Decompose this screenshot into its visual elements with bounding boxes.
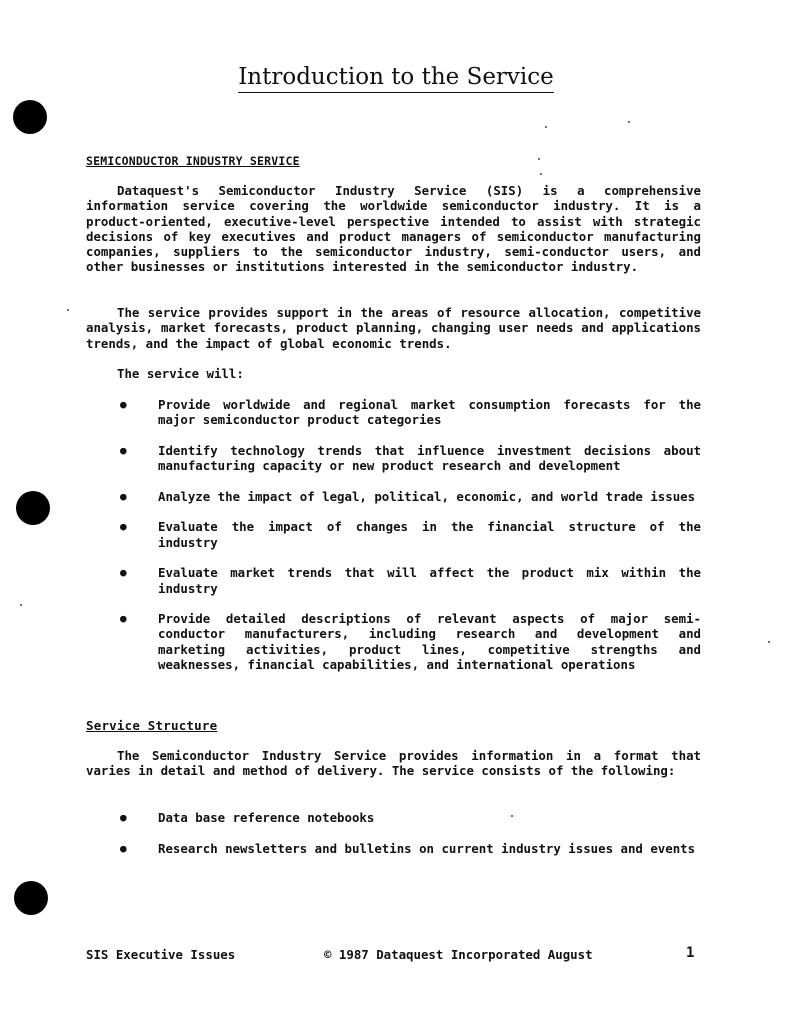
binder-hole-bottom — [14, 881, 48, 915]
list-item-text: Data base reference notebooks — [158, 810, 375, 825]
scan-speck — [628, 121, 630, 123]
list-item — [86, 443, 701, 474]
scan-speck — [20, 604, 22, 606]
list-item — [86, 810, 701, 825]
bullet-icon: ● — [120, 811, 127, 824]
bullet-icon: ● — [120, 489, 127, 503]
list-item — [86, 565, 701, 596]
footer-copyright: © 1987 Dataquest Incorporated August — [324, 947, 593, 962]
section-heading-sis: SEMICONDUCTOR INDUSTRY SERVICE — [86, 154, 300, 168]
scan-speck — [540, 173, 542, 175]
list-item — [86, 841, 701, 856]
binder-hole-top — [13, 100, 47, 134]
bullet-icon: ● — [120, 398, 127, 411]
list-item — [86, 519, 701, 550]
list-item-text: Analyze the impact of legal, political, economic, and world trade issues — [158, 488, 696, 504]
binder-hole-middle — [16, 491, 50, 525]
paragraph-service-structure: The Semiconductor Industry Service provides information in a format that varies in detail and method of delivery. The service consists of the following: — [86, 748, 701, 779]
list-item-text: Provide worldwide and regional market consumption forecasts for the major semiconductor product categories — [158, 397, 701, 428]
section-heading-service-structure: Service Structure — [86, 718, 218, 733]
paragraph-sis-overview: Dataquest's Semiconductor Industry Service (SIS) is a comprehensive information service covering the worldwide semiconductor industry. It is a product-oriented, executive-level perspective intended to assist with strategic decisions of key executives and product managers of semiconductor manufacturing companies, suppliers to the semiconductor industry, semi-conductor users, and other businesses or institutions interested in the semiconductor industry. — [86, 183, 701, 275]
bullet-icon: ● — [120, 520, 127, 534]
scan-speck — [545, 126, 547, 128]
bullet-icon: ● — [120, 566, 127, 580]
bullet-icon: ● — [120, 612, 127, 626]
footer-publication: SIS Executive Issues — [86, 947, 236, 962]
list-item — [86, 397, 701, 428]
bullet-icon: ● — [120, 841, 127, 855]
page-title-text: Introduction to the Service — [238, 64, 554, 93]
page-number: 1 — [686, 945, 695, 961]
paragraph-service-support: The service provides support in the areas of resource allocation, competitive analysis, market forecasts, product planning, changing user needs and applications trends, and the impact of global economic trends. — [86, 305, 701, 351]
list-item-text: Identify technology trends that influence investment decisions about manufacturing capacity or new product research and development — [158, 442, 701, 474]
scan-speck — [768, 641, 770, 643]
list-item-text: Evaluate the impact of changes in the financial structure of the industry — [158, 519, 701, 550]
list-item — [86, 611, 701, 672]
list-item — [86, 489, 701, 504]
list-item-text: Provide detailed descriptions of relevant aspects of major semi-conductor manufacturers, including research and development and marketing activities, product lines, competitive strengths and weaknesses, financial capabilities, and international operations — [158, 611, 701, 673]
service-will-list — [86, 397, 701, 672]
list-item-text: Research newsletters and bulletins on current industry issues and events — [158, 840, 696, 856]
service-will-intro: The service will: — [117, 366, 244, 381]
list-item-text: Evaluate market trends that will affect the product mix within the industry — [158, 565, 701, 596]
page-title — [0, 62, 792, 92]
bullet-icon: ● — [120, 443, 127, 457]
scan-speck — [538, 158, 540, 160]
scan-speck — [67, 309, 69, 311]
service-structure-list — [86, 810, 701, 856]
